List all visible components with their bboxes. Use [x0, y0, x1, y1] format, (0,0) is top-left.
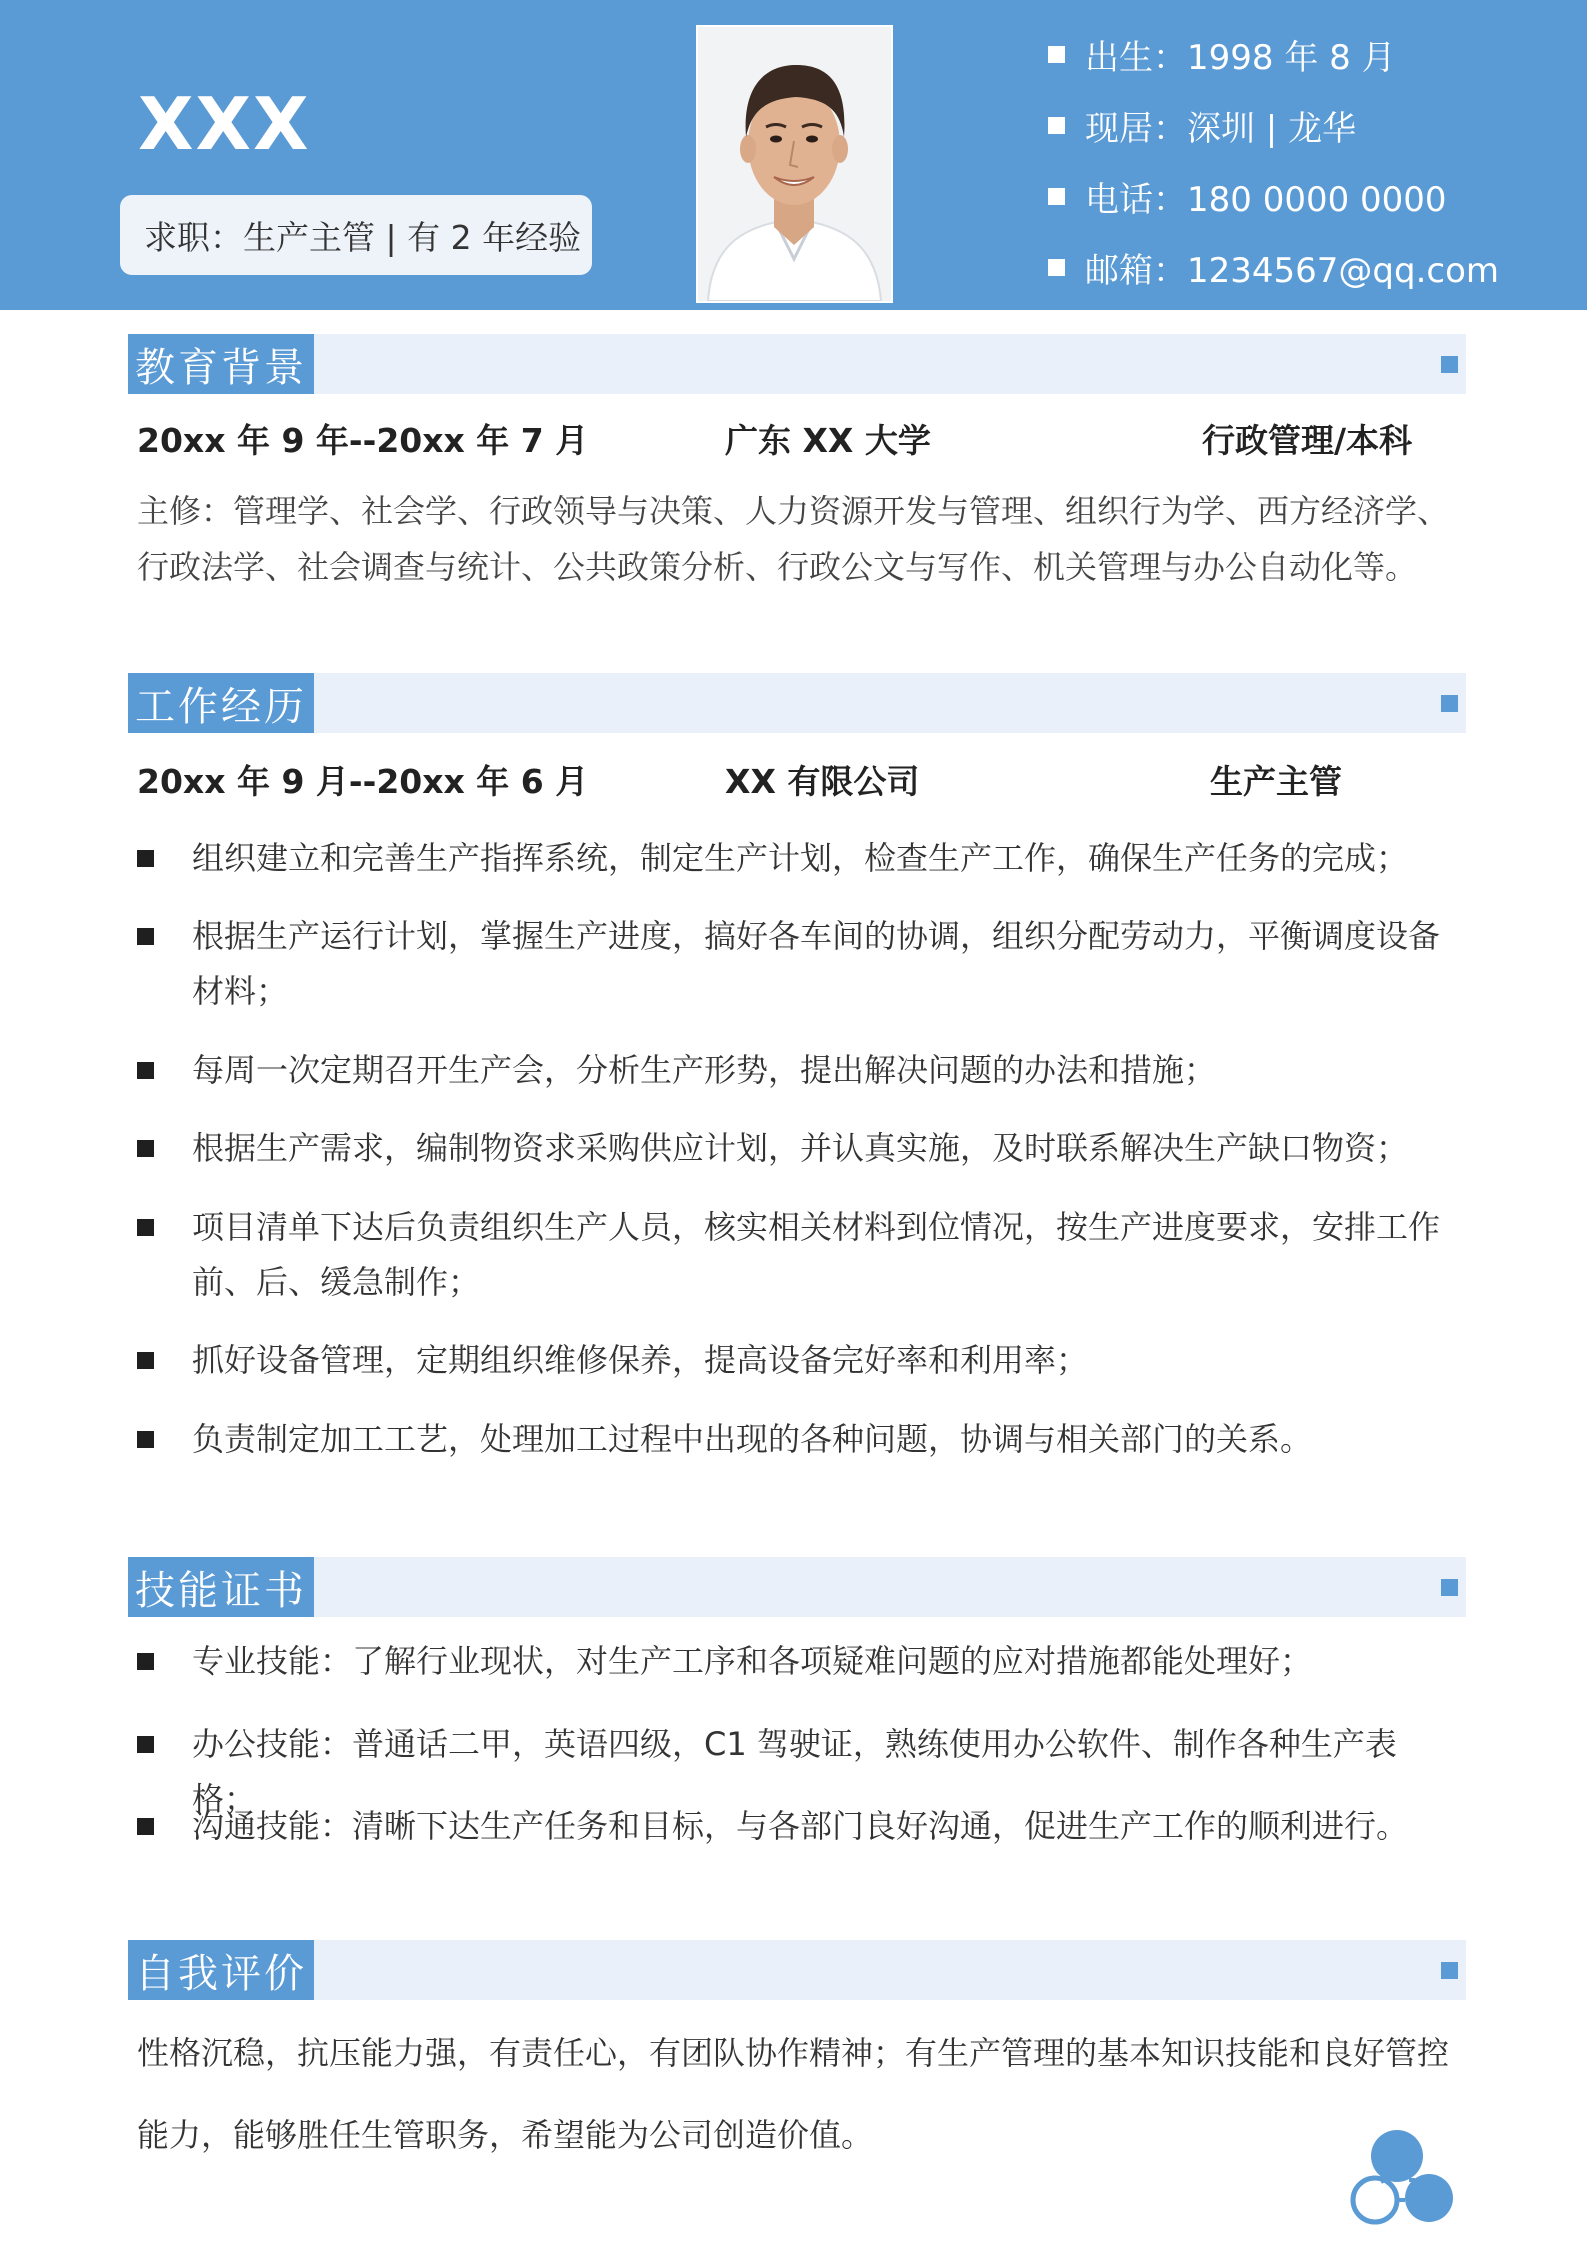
work-item [137, 1043, 1457, 1098]
work-item [137, 909, 1457, 1019]
bullet-square-icon [1048, 259, 1065, 276]
work-company: XX 有限公司 [725, 762, 920, 801]
section-marker-icon [1441, 356, 1458, 373]
self-title: 自我评价 [128, 1940, 314, 2000]
work-item-text: 抓好设备管理，定期组织维修保养，提高设备完好率和利用率； [192, 1341, 1089, 1379]
portrait-icon [698, 27, 891, 301]
info-birth-text: 出生：1998 年 8 月 [1085, 38, 1396, 78]
skill-item [137, 1799, 1457, 1854]
skill-item-text: 沟通技能：清晰下达生产任务和目标，与各部门良好沟通，促进生产工作的顺利进行。 [192, 1807, 1409, 1845]
education-period: 20xx 年 9 年--20xx 年 7 月 [137, 421, 589, 460]
info-phone-text: 电话：180 0000 0000 [1085, 180, 1447, 220]
education-courses: 主修：管理学、社会学、行政领导与决策、人力资源开发与管理、组织行为学、西方经济学、行政法学、社会调查与统计、公共政策分析、行政公文与写作、机关管理与办公自动化等。 [137, 492, 1450, 586]
bullet-square-icon [137, 1140, 154, 1157]
candidate-name: XXX [138, 82, 311, 166]
bullet-square-icon [137, 1431, 154, 1448]
education-school: 广东 XX 大学 [725, 421, 931, 460]
self-evaluation-text: 性格沉稳，抗压能力强，有责任心，有团队协作精神；有生产管理的基本知识技能和良好管控能力，能够胜任生管职务，希望能为公司创造价值。 [137, 2034, 1450, 2154]
education-major: 行政管理/本科 [1202, 421, 1413, 460]
job-objective [120, 195, 592, 275]
skills-title: 技能证书 [128, 1557, 314, 1617]
info-email [1048, 243, 1499, 292]
bullet-square-icon [1048, 117, 1065, 134]
section-marker-icon [1441, 695, 1458, 712]
work-item-text: 项目清单下达后负责组织生产人员，核实相关材料到位情况，按生产进度要求，安排工作前、后、缓急制作； [192, 1208, 1441, 1301]
work-item [137, 1412, 1457, 1467]
info-phone [1048, 172, 1447, 221]
bullet-square-icon [137, 1352, 154, 1369]
job-objective-text: 求职：生产主管 | 有 2 年经验 [144, 217, 582, 257]
bullet-square-icon [137, 928, 154, 945]
skill-item-text: 办公技能：普通话二甲，英语四级，C1 驾驶证，熟练使用办公软件、制作各种生产表格； [192, 1725, 1397, 1818]
education-section-header [128, 334, 1466, 394]
info-email-text: 邮箱：1234567@qq.com [1085, 251, 1500, 291]
header-banner [0, 0, 1587, 310]
bullet-square-icon [1048, 46, 1065, 63]
work-item-text: 根据生产运行计划，掌握生产进度，搞好各车间的协调，组织分配劳动力，平衡调度设备材料； [192, 917, 1441, 1010]
bullet-square-icon [137, 1818, 154, 1835]
bullet-square-icon [1048, 188, 1065, 205]
work-item [137, 1121, 1457, 1176]
bullet-square-icon [137, 1219, 154, 1236]
work-period: 20xx 年 9 月--20xx 年 6 月 [137, 762, 589, 801]
team-circles-icon [1345, 2120, 1455, 2230]
work-position: 生产主管 [1210, 762, 1342, 801]
work-item [137, 1200, 1457, 1310]
self-section-header [128, 1940, 1466, 2000]
work-section-header [128, 673, 1466, 733]
info-residence-text: 现居：深圳 | 龙华 [1085, 109, 1357, 149]
work-item-text: 根据生产需求，编制物资求采购供应计划，并认真实施，及时联系解决生产缺口物资； [192, 1129, 1409, 1167]
skill-item-text: 专业技能：了解行业现状，对生产工序和各项疑难问题的应对措施都能处理好； [192, 1642, 1313, 1680]
bullet-square-icon [137, 1653, 154, 1670]
bullet-square-icon [137, 850, 154, 867]
work-title: 工作经历 [128, 673, 314, 733]
info-birth [1048, 30, 1396, 79]
work-item [137, 831, 1457, 886]
section-marker-icon [1441, 1962, 1458, 1979]
info-residence [1048, 101, 1356, 150]
profile-photo [696, 25, 893, 303]
work-item [137, 1333, 1457, 1388]
bullet-square-icon [137, 1736, 154, 1753]
education-title: 教育背景 [128, 334, 314, 394]
bullet-square-icon [137, 1062, 154, 1079]
work-item-text: 每周一次定期召开生产会，分析生产形势，提出解决问题的办法和措施； [192, 1051, 1217, 1089]
skills-section-header [128, 1557, 1466, 1617]
skill-item [137, 1634, 1457, 1689]
work-item-text: 组织建立和完善生产指挥系统，制定生产计划，检查生产工作，确保生产任务的完成； [192, 839, 1409, 877]
work-item-text: 负责制定加工工艺，处理加工过程中出现的各种问题，协调与相关部门的关系。 [192, 1420, 1313, 1458]
section-marker-icon [1441, 1579, 1458, 1596]
